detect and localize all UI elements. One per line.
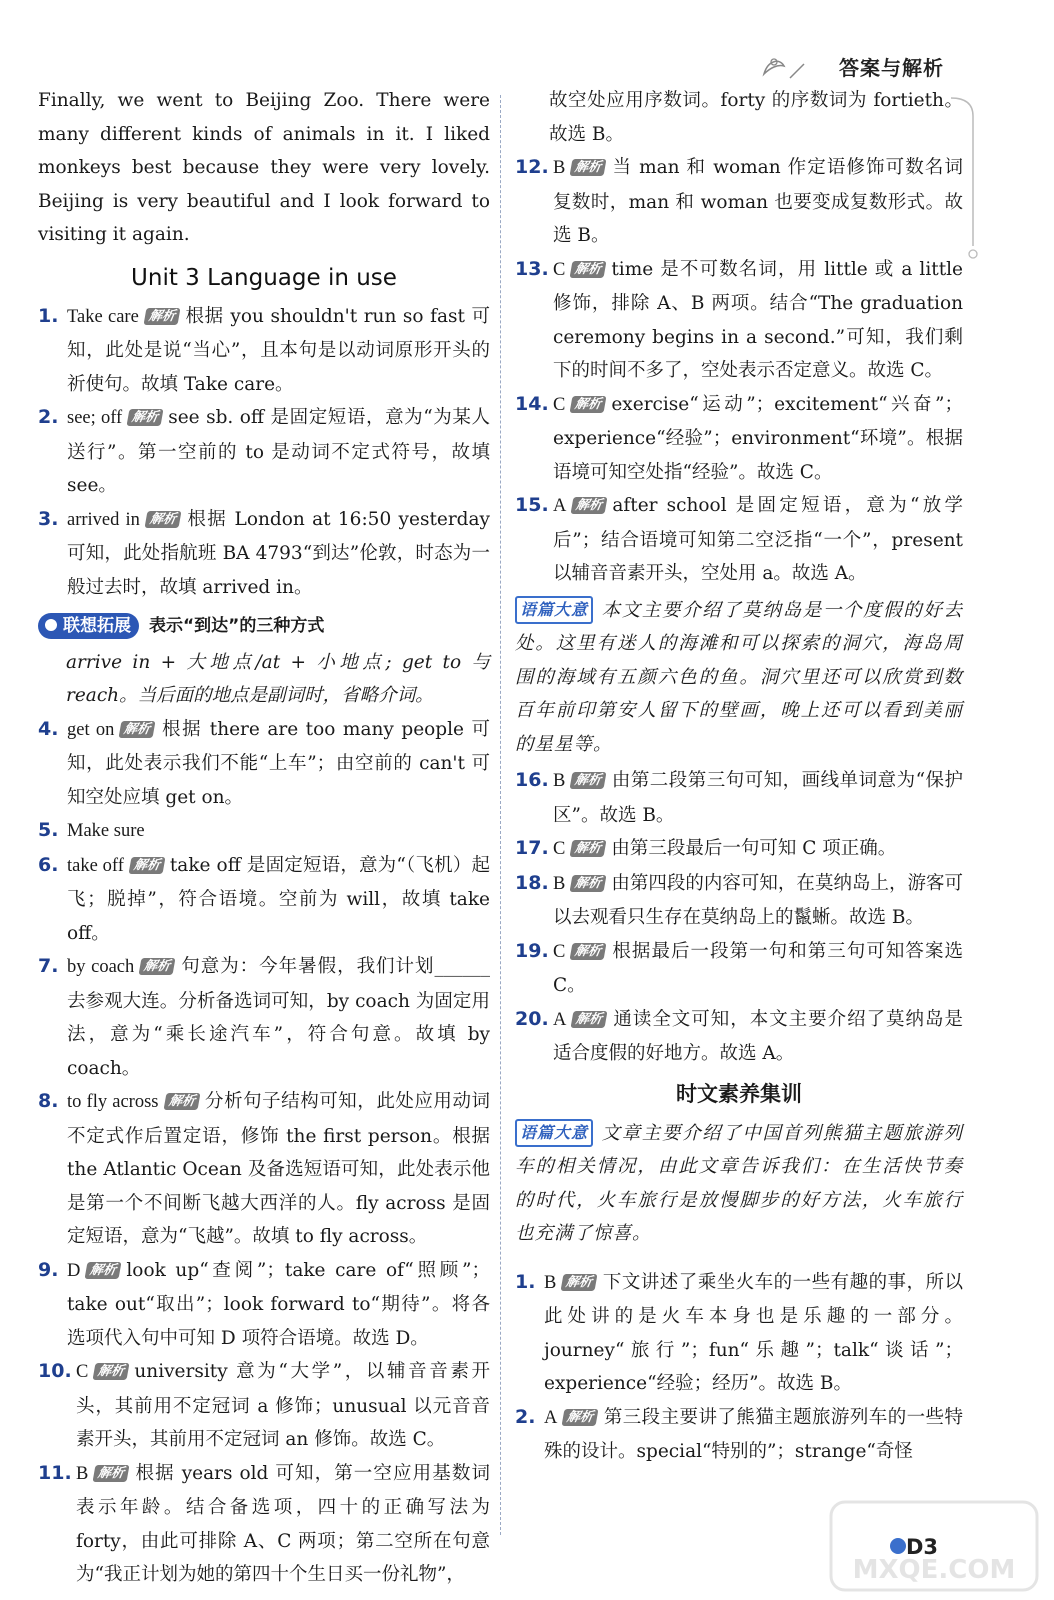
item-number: 17. bbox=[515, 837, 549, 859]
item-answer: A bbox=[544, 1407, 558, 1428]
item-answer: C bbox=[553, 394, 566, 415]
item-answer: C bbox=[553, 259, 566, 280]
summary-label: 语篇大意 bbox=[515, 1119, 593, 1147]
passage-summary-2 bbox=[515, 1117, 963, 1251]
item-number: 1. bbox=[38, 304, 59, 327]
item-number: 4. bbox=[38, 717, 59, 740]
summary-text: 本文主要介绍了莫纳岛是一个度假的好去处。这里有迷人的海滩和可以探索的洞穴，海岛周围的海域有五颜六色的鱼。洞穴里还可以欣赏到数百年前印第安人留下的壁画，晚上还可以看到美丽的星星等。 bbox=[515, 599, 963, 755]
item-number: 10. bbox=[38, 1360, 72, 1382]
analysis-tag: 解析 bbox=[562, 1409, 599, 1426]
item-explanation: see sb. off 是固定短语，意为“为某人送行”。第一空前的 to 是动词不定式符号，故填 see。 bbox=[67, 407, 490, 496]
analysis-tag: 解析 bbox=[144, 511, 181, 528]
analysis-tag: 解析 bbox=[127, 409, 164, 426]
spacer bbox=[515, 1254, 963, 1266]
item-answer: to fly across bbox=[67, 1092, 159, 1112]
analysis-tag: 解析 bbox=[570, 772, 607, 789]
link-icon bbox=[42, 616, 60, 634]
answer-item-8 bbox=[38, 1085, 490, 1254]
item-number: 3. bbox=[38, 507, 59, 530]
answer-item-7 bbox=[38, 950, 490, 1085]
summary-label: 语篇大意 bbox=[515, 596, 593, 624]
column-divider bbox=[500, 95, 501, 1535]
analysis-tag: 解析 bbox=[85, 1262, 122, 1279]
answer-item-9 bbox=[38, 1254, 490, 1356]
item-number: 8. bbox=[38, 1090, 59, 1112]
item-answer: D bbox=[67, 1260, 81, 1281]
analysis-tag: 解析 bbox=[571, 1011, 608, 1028]
item-explanation: 通读全文可知，本文主要介绍了莫纳岛是适合度假的好地方。故选 A。 bbox=[553, 1008, 963, 1064]
unit-title: Unit 3 Language in use bbox=[131, 264, 397, 291]
item-explanation: 下文讲述了乘坐火车的一些有趣的事，所以此处讲的是火车本身也是乐趣的一部分。journey“旅行”；fun“乐趣”；talk“谈话”；experience“经验；经历”。故选 B。 bbox=[544, 1271, 963, 1394]
item-number: 9. bbox=[38, 1258, 59, 1281]
item-answer: C bbox=[76, 1362, 89, 1382]
item-number: 14. bbox=[515, 392, 549, 415]
answer-item-3 bbox=[38, 503, 490, 605]
answer-item-12 bbox=[515, 151, 963, 253]
item-explanation: 根据最后一段第一句和第三句可知答案选 C。 bbox=[553, 940, 963, 996]
answer-item-1 bbox=[38, 300, 490, 402]
lianxiang-label bbox=[38, 613, 139, 639]
item-number: 11. bbox=[38, 1461, 72, 1484]
answer-item-17 bbox=[515, 832, 963, 867]
header-title: 答案与解析 bbox=[839, 56, 944, 80]
answer-item-5 bbox=[38, 814, 490, 849]
section-title: 时文素养集训 bbox=[676, 1081, 802, 1106]
item-explanation: 由第二段第三句可知，画线单词意为“保护区”。故选 B。 bbox=[553, 770, 963, 826]
item-explanation: 根据 years old 可知，第一空应用基数词表示年龄。结合备选项，四十的正确写法为 forty，由此可排除 A、C 两项；第二空所在句意为“我正计划为她的第四十个生日买一份礼物”， bbox=[76, 1462, 490, 1585]
left-column bbox=[38, 84, 490, 1592]
answer-item-4 bbox=[38, 713, 490, 815]
item-number: 13. bbox=[515, 257, 549, 280]
item-answer: see; off bbox=[67, 408, 123, 428]
page-number: D3 bbox=[906, 1535, 939, 1559]
item-answer: B bbox=[553, 771, 566, 791]
lianxiang-heading: 表示“到达”的三种方式 bbox=[149, 616, 325, 636]
analysis-tag: 解析 bbox=[93, 1363, 130, 1380]
analysis-tag: 解析 bbox=[143, 308, 180, 325]
analysis-tag: 解析 bbox=[139, 958, 176, 975]
item-answer: B bbox=[76, 1463, 89, 1484]
analysis-tag: 解析 bbox=[570, 159, 607, 176]
item-answer: C bbox=[553, 839, 566, 859]
item-explanation: exercise“运动”；excitement“兴奋”；experience“经验”；environment“环境”。根据语境可知空处指“经验”。故选 C。 bbox=[553, 393, 963, 483]
item-answer: Make sure bbox=[67, 821, 145, 841]
item-number: 19. bbox=[515, 939, 549, 962]
item-number: 16. bbox=[515, 769, 549, 791]
item-explanation: 分析句子结构可知，此处应用动词不定式作后置定语，修饰 the first person。根据 the Atlantic Ocean 及备选短语可知，此处表示他是第一个不间断飞越大西洋的人。fly across 是固定短语，意为“飞越”。故填 to fly across。 bbox=[67, 1091, 490, 1247]
analysis-tag: 解析 bbox=[570, 875, 607, 892]
item-explanation: 根据 you shouldn't run so fast 可知，此处是说“当心”，且本句是以动词原形开头的祈使句。故填 Take care。 bbox=[67, 305, 490, 395]
analysis-tag: 解析 bbox=[561, 1274, 598, 1291]
item-answer: B bbox=[553, 873, 566, 894]
item-answer: A bbox=[553, 1009, 567, 1030]
item-explanation: 由第三段最后一句可知 C 项正确。 bbox=[611, 838, 897, 859]
lianxiang-label-text: 联想拓展 bbox=[63, 616, 131, 636]
item-explanation: 当 man 和 woman 作定语修饰可数名词复数时，man 和 woman 也要变成复数形式。故选 B。 bbox=[553, 157, 963, 246]
answer-item-13 bbox=[515, 253, 963, 388]
item-answer: A bbox=[553, 496, 567, 516]
item-explanation: university 意为“大学”，以辅音音素开头，其前用不定冠词 a 修饰；unusual 以元音音素开头，其前用不定冠词 an 修饰。故选 C。 bbox=[76, 1361, 490, 1450]
analysis-tag: 解析 bbox=[570, 840, 607, 857]
item-answer: arrived in bbox=[67, 509, 140, 530]
item-explanation: take off 是固定短语，意为“（飞机）起飞；脱掉”，符合语境。空前为 will，故填 take off。 bbox=[67, 854, 490, 944]
item-explanation: after school 是固定短语，意为“放学后”；结合语境可知第二空泛指“一个”，present 以辅音音素开头，空处用 a。故选 A。 bbox=[553, 495, 963, 584]
page-header bbox=[0, 0, 1054, 90]
leaf-decoration-icon bbox=[760, 52, 808, 82]
page-dot-icon bbox=[890, 1538, 906, 1554]
analysis-tag: 解析 bbox=[128, 857, 165, 874]
item-explanation: 第三段主要讲了熊猫主题旅游列车的一些特殊的设计。special“特别的”；strange“奇怪 bbox=[544, 1406, 963, 1462]
analysis-tag: 解析 bbox=[163, 1093, 200, 1110]
item-answer: get on bbox=[67, 719, 115, 740]
item-explanation: time 是不可数名词，用 little 或 a little 修饰，排除 A、B 两项。结合“The graduation ceremony begins in a second.”可知，我们剩下的时间不多了，空处表示否定意义。故选 C。 bbox=[553, 258, 963, 381]
item-number: 18. bbox=[515, 871, 549, 894]
item-answer: B bbox=[553, 158, 566, 178]
passage-summary-1 bbox=[515, 594, 963, 762]
item-answer: B bbox=[544, 1272, 557, 1293]
item-explanation: look up“查阅”；take care of“照顾”；take out“取出”；look forward to“期待”。将各选项代入句中可知 D 项符合语境。故选 D。 bbox=[67, 1259, 490, 1349]
item-number: 7. bbox=[38, 955, 59, 977]
answer-item-11 bbox=[38, 1457, 490, 1592]
answer-item-2 bbox=[38, 401, 490, 503]
item-answer: by coach bbox=[67, 957, 135, 977]
answer-item-20 bbox=[515, 1003, 963, 1071]
item-number: 6. bbox=[38, 853, 59, 876]
item-number: 2. bbox=[515, 1405, 536, 1428]
item-number: 1. bbox=[515, 1270, 536, 1293]
analysis-tag: 解析 bbox=[571, 497, 608, 514]
item-answer: Take care bbox=[67, 306, 139, 327]
answer-item-6 bbox=[38, 849, 490, 951]
watermark-text: MXQE.COM bbox=[852, 1555, 1016, 1585]
answer-item-15 bbox=[515, 489, 963, 591]
item-explanation: 句意为：今年暑假，我们计划______去参观大连。分析备选词可知，by coach 为固定用法，意为“乘长途汽车”，符合句意。故填 by coach。 bbox=[67, 956, 490, 1079]
summary-text: 文章主要介绍了中国首列熊猫主题旅游列车的相关情况，由此文章告诉我们：在生活快节奏的时代，火车旅行是放慢脚步的好方法，火车旅行也充满了惊喜。 bbox=[515, 1122, 963, 1244]
item-number: 2. bbox=[38, 406, 59, 428]
answer-item-16 bbox=[515, 764, 963, 832]
intro-paragraph: Finally, we went to Beijing Zoo. There were many different kinds of animals in it. I liked monkeys best because they were very lovely. Beijing is very beautiful and I look forward to visiting it again. bbox=[38, 90, 490, 245]
right-column bbox=[515, 84, 963, 1469]
item-explanation: 由第四段的内容可知，在莫纳岛上，游客可以去观看只生存在莫纳岛上的鬣蜥。故选 B。 bbox=[553, 872, 963, 928]
answer-item-14 bbox=[515, 388, 963, 490]
item-number: 12. bbox=[515, 156, 549, 178]
item-answer: C bbox=[553, 941, 566, 962]
reading-item-1 bbox=[515, 1266, 963, 1401]
continuation-text: 故空处应用序数词。forty 的序数词为 fortieth。故选 B。 bbox=[549, 90, 963, 145]
item-number: 15. bbox=[515, 494, 549, 516]
item-answer: take off bbox=[67, 855, 124, 876]
answer-item-19 bbox=[515, 935, 963, 1003]
analysis-tag: 解析 bbox=[119, 721, 156, 738]
item-explanation: 根据 there are too many people 可知，此处表示我们不能“上车”；由空前的 can't 可知空处应填 get on。 bbox=[67, 718, 490, 808]
item-number: 5. bbox=[38, 819, 59, 841]
analysis-tag: 解析 bbox=[570, 261, 607, 278]
lianxiang-box bbox=[38, 610, 490, 644]
analysis-tag: 解析 bbox=[93, 1465, 130, 1482]
analysis-tag: 解析 bbox=[570, 943, 607, 960]
item-explanation: 根据 London at 16:50 yesterday 可知，此处指航班 BA 4793“到达”伦敦，时态为一般过去时，故填 arrived in。 bbox=[67, 508, 490, 598]
answer-item-18 bbox=[515, 867, 963, 935]
item-number: 20. bbox=[515, 1007, 549, 1030]
analysis-tag: 解析 bbox=[570, 396, 607, 413]
answer-item-10 bbox=[38, 1355, 490, 1457]
lianxiang-body: arrive in + 大地点/at + 小地点; get to 与 reach。当后面的地点是副词时，省略介词。 bbox=[66, 651, 490, 706]
reading-item-2 bbox=[515, 1401, 963, 1469]
